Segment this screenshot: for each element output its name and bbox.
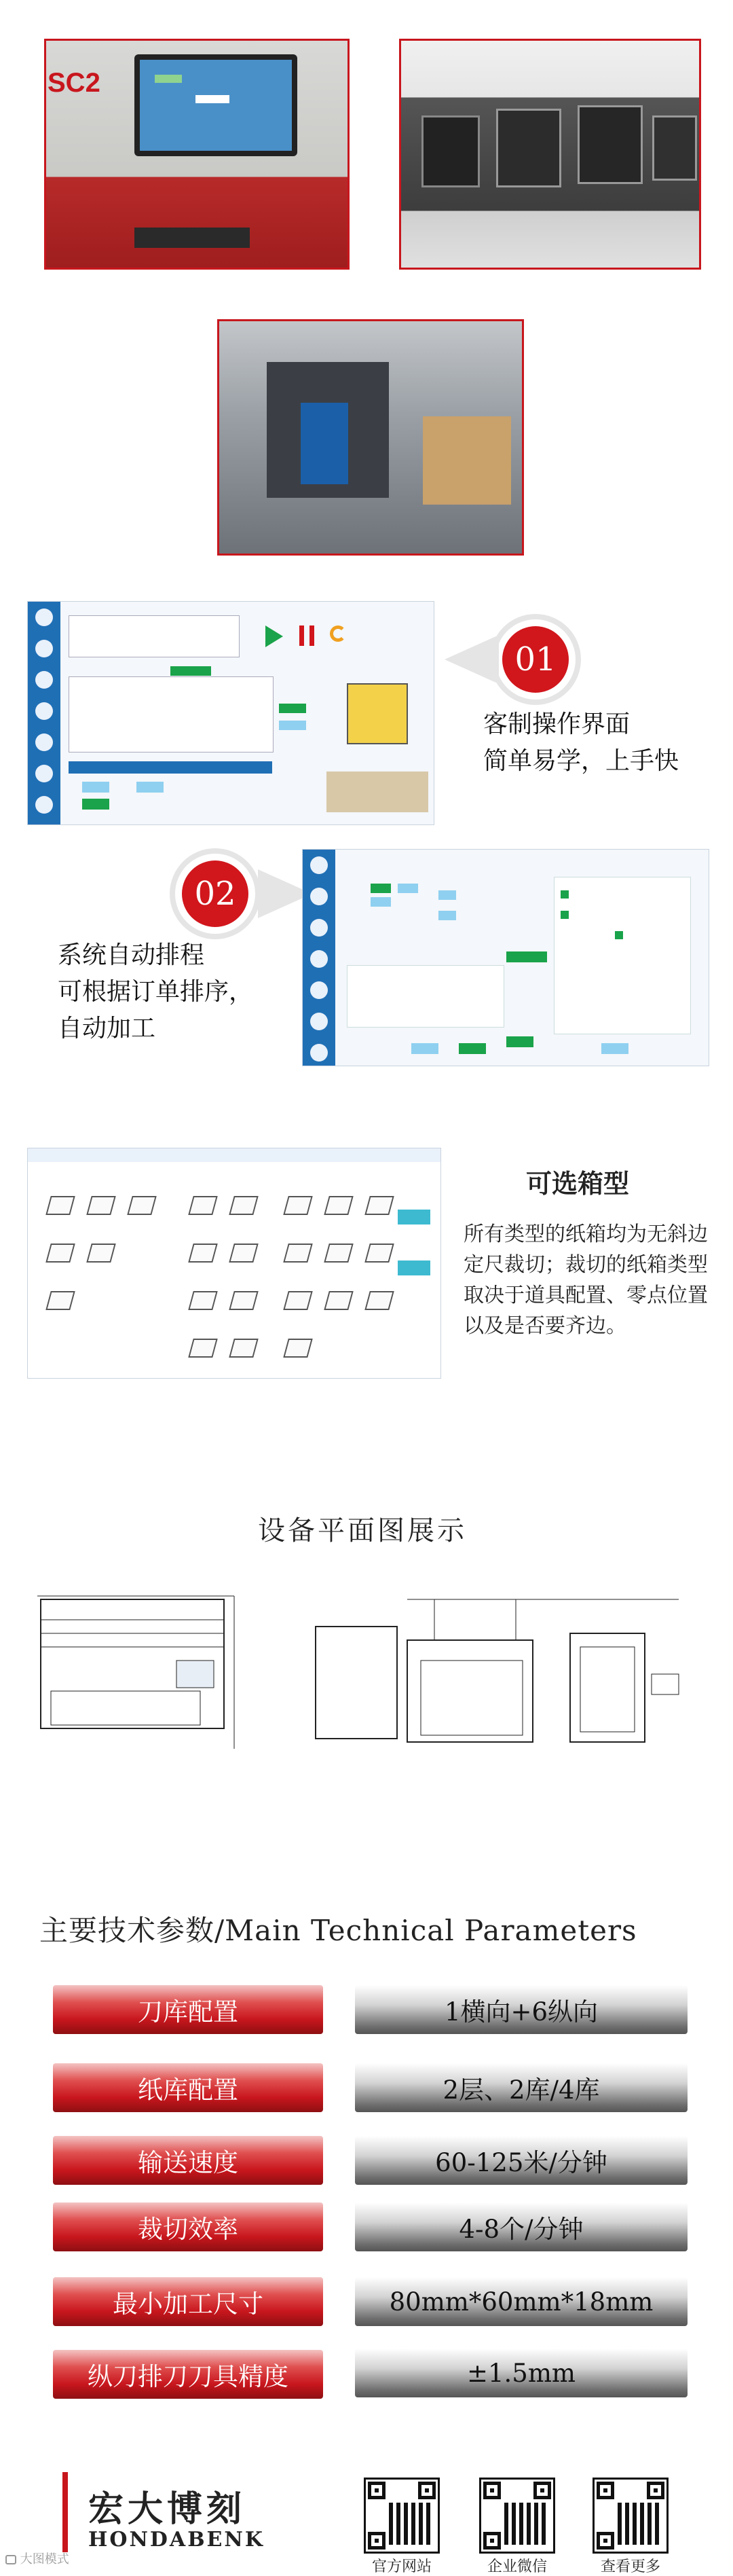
wechat-qr-label: 企业微信: [487, 2558, 547, 2575]
param-value: 1横向+6纵向: [355, 1985, 688, 2034]
monitor-graphic: [134, 54, 297, 156]
knife-unit-photo: [399, 39, 701, 270]
feature-02-line2: 可根据订单排序，: [58, 978, 254, 1006]
more-qr-code: [593, 2478, 669, 2554]
wechat-qr-code: [479, 2478, 555, 2554]
cutting-head-photo: [217, 319, 524, 556]
box-types-description: 所有类型的纸箱均为无斜边定尺裁切；裁切的纸箱类型取决于道具配置、零点位置以及是否要齐边。: [464, 1222, 708, 1338]
confirm-button-graphic: [398, 1210, 430, 1224]
param-label: 裁切效率: [53, 2202, 323, 2251]
ui-sidebar: [28, 602, 60, 824]
feature-02-caption: [58, 937, 253, 1047]
box-types-title: 可选箱型: [526, 1168, 630, 1199]
operation-ui-screenshot: [27, 601, 434, 825]
undo-icon: [330, 625, 346, 642]
feature-01-pointer: [445, 635, 499, 684]
photo-brand-label: SC2: [48, 68, 100, 98]
param-value: 60-125米/分钟: [355, 2136, 688, 2185]
floor-plan-drawing-front: [37, 1593, 241, 1752]
param-label: 刀库配置: [53, 1985, 323, 2034]
keyboard-graphic: [134, 228, 250, 248]
brand-name-cn: 宏大博刻: [88, 2488, 246, 2530]
box-type-selector-screenshot: [27, 1148, 441, 1379]
watermark-icon: [5, 2555, 16, 2564]
feature-01-number: 01: [502, 626, 569, 693]
website-qr-label: 官方网站: [371, 2558, 432, 2575]
param-label: 输送速度: [53, 2136, 323, 2185]
feature-01-line1: 客制操作界面: [483, 710, 631, 738]
feature-02-badge: [175, 854, 255, 934]
params-title: 主要技术参数/Main Technical Parameters: [39, 1914, 637, 1947]
play-icon: [265, 625, 283, 647]
ui-sidebar: [303, 850, 335, 1066]
param-value: 80mm*60mm*18mm: [355, 2277, 688, 2326]
feature-02-line1: 系统自动排程: [58, 941, 205, 969]
scheduling-ui-screenshot: [302, 849, 709, 1066]
watermark: [5, 2550, 69, 2567]
feature-01-caption: [483, 706, 679, 780]
feature-02-line3: 自动加工: [58, 1015, 156, 1042]
brand-accent-bar: [62, 2472, 68, 2552]
param-label: 最小加工尺寸: [53, 2277, 323, 2326]
brand-name-en: HONDABENK: [88, 2528, 265, 2552]
pause-icon: [299, 625, 314, 646]
watermark-text: 大图模式: [20, 2552, 69, 2566]
param-value: ±1.5mm: [355, 2348, 688, 2397]
machine-screen-photo: [44, 39, 350, 270]
machine-thumbnail: [326, 772, 428, 812]
feature-01-badge: [495, 619, 576, 700]
param-value: 4-8个/分钟: [355, 2202, 688, 2251]
floor-plan-drawing-side: [312, 1593, 702, 1752]
param-label: 纵刀排刀刀具精度: [53, 2350, 323, 2399]
param-value: 2层、2库/4库: [355, 2063, 688, 2112]
more-qr-label: 查看更多: [600, 2558, 660, 2575]
box-diagram: [347, 683, 408, 744]
floor-plan-title: 设备平面图展示: [258, 1515, 467, 1546]
feature-01-line2: 简单易学，上手快: [483, 747, 679, 775]
website-qr-code: [364, 2478, 440, 2554]
cancel-button-graphic: [398, 1260, 430, 1275]
param-label: 纸库配置: [53, 2063, 323, 2112]
feature-02-number: 02: [182, 860, 248, 927]
